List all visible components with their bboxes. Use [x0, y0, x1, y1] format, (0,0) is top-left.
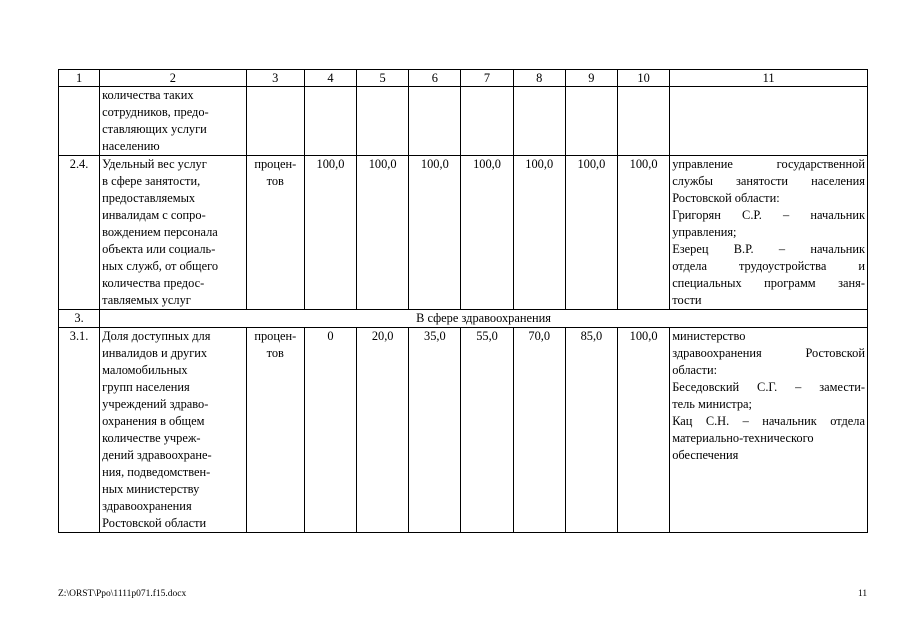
value-cell: 100,0 [618, 156, 670, 310]
cell-line: тель министра; [672, 397, 752, 411]
row-number: 3.1. [59, 328, 100, 533]
cell-line: тов [266, 174, 284, 188]
cell-line: вождением персонала [102, 225, 218, 239]
cell-line: дений здравоохране- [102, 448, 212, 462]
value-cell [357, 87, 409, 156]
footer-page-number: 11 [858, 589, 868, 599]
cell-line: населению [102, 139, 160, 153]
header-cell: 4 [304, 70, 356, 87]
cell-line: здравоохранения [102, 499, 192, 513]
value-cell: 0 [304, 328, 356, 533]
cell-line: управления; [672, 225, 737, 239]
cell-line: в сфере занятости, [102, 174, 201, 188]
header-cell: 9 [565, 70, 617, 87]
responsible-cell [670, 87, 868, 156]
value-cell: 100,0 [618, 328, 670, 533]
value-cell: 100,0 [565, 156, 617, 310]
cell-line: Ростовской области [102, 516, 207, 530]
cell-line: инвалидам с сопро- [102, 208, 206, 222]
section-title: В сфере здравоохранения [100, 310, 868, 328]
cell-line: инвалидов и других [102, 346, 208, 360]
value-cell [565, 87, 617, 156]
cell-line: объекта или социаль- [102, 242, 216, 256]
cell-line: Доля доступных для [102, 329, 211, 343]
plan-table [58, 69, 868, 533]
header-cell: 7 [461, 70, 513, 87]
header-cell: 1 [59, 70, 100, 87]
cell-line: специальных программ заня- [672, 276, 865, 290]
row-number [59, 87, 100, 156]
cell-line: групп населения [102, 380, 190, 394]
cell-line: процен- [254, 329, 297, 343]
indicator-name [100, 87, 247, 156]
section-row [59, 310, 868, 328]
cell-line: материально-технического [672, 431, 814, 445]
header-cell: 10 [618, 70, 670, 87]
cell-line: Беседовский С.Г. – замести- [672, 380, 865, 394]
value-cell [409, 87, 461, 156]
cell-line: процен- [254, 157, 297, 171]
value-cell: 85,0 [565, 328, 617, 533]
table-row [59, 328, 868, 533]
cell-line: тости [672, 293, 702, 307]
cell-line: количества предос- [102, 276, 205, 290]
value-cell: 35,0 [409, 328, 461, 533]
cell-line: Григорян С.Р. – начальник [672, 208, 865, 222]
cell-line: отдела трудоустройства и [672, 259, 865, 273]
cell-line: Ростовской области: [672, 191, 780, 205]
indicator-name [100, 328, 247, 533]
cell-line: ных министерству [102, 482, 200, 496]
header-cell: 2 [100, 70, 247, 87]
table-body [59, 70, 868, 533]
row-number: 3. [59, 310, 100, 328]
indicator-name [100, 156, 247, 310]
responsible-cell [670, 156, 868, 310]
value-cell: 100,0 [357, 156, 409, 310]
header-cell: 5 [357, 70, 409, 87]
cell-line: службы занятости населения [672, 174, 865, 188]
unit-cell [246, 156, 304, 310]
cell-line: количестве учреж- [102, 431, 201, 445]
header-cell: 8 [513, 70, 565, 87]
table-row [59, 156, 868, 310]
value-cell: 100,0 [304, 156, 356, 310]
cell-line: Удельный вес услуг [102, 157, 207, 171]
cell-line: здравоохранения Ростовской [672, 346, 865, 360]
value-cell: 55,0 [461, 328, 513, 533]
cell-line: количества таких [102, 88, 194, 102]
cell-line: области: [672, 363, 718, 377]
responsible-cell [670, 328, 868, 533]
footer-file-path: Z:\ORST\Ppo\1111p071.f15.docx [58, 589, 187, 599]
cell-line: тов [266, 346, 284, 360]
cell-line: управление государственной [672, 157, 865, 171]
cell-line: обеспечения [672, 448, 739, 462]
cell-line: маломобильных [102, 363, 188, 377]
unit-cell [246, 87, 304, 156]
cell-line: ных служб, от общего [102, 259, 219, 273]
cell-line: предоставляемых [102, 191, 196, 205]
table-row [59, 87, 868, 156]
cell-line: министерство [672, 329, 746, 343]
value-cell [618, 87, 670, 156]
value-cell [461, 87, 513, 156]
value-cell: 100,0 [409, 156, 461, 310]
cell-line: охранения в общем [102, 414, 205, 428]
value-cell: 20,0 [357, 328, 409, 533]
cell-line: тавляемых услуг [102, 293, 191, 307]
cell-line: Езерец В.Р. – начальник [672, 242, 865, 256]
cell-line: ния, подведомствен- [102, 465, 211, 479]
value-cell: 70,0 [513, 328, 565, 533]
value-cell [513, 87, 565, 156]
cell-line: сотрудников, предо- [102, 105, 209, 119]
cell-line: учреждений здраво- [102, 397, 209, 411]
cell-line: ставляющих услуги [102, 122, 207, 136]
value-cell [304, 87, 356, 156]
unit-cell [246, 328, 304, 533]
header-cell: 3 [246, 70, 304, 87]
header-cell: 6 [409, 70, 461, 87]
value-cell: 100,0 [461, 156, 513, 310]
header-cell: 11 [670, 70, 868, 87]
row-number: 2.4. [59, 156, 100, 310]
header-row [59, 70, 868, 87]
value-cell: 100,0 [513, 156, 565, 310]
cell-line: Кац С.Н. – начальник отдела [672, 414, 865, 428]
